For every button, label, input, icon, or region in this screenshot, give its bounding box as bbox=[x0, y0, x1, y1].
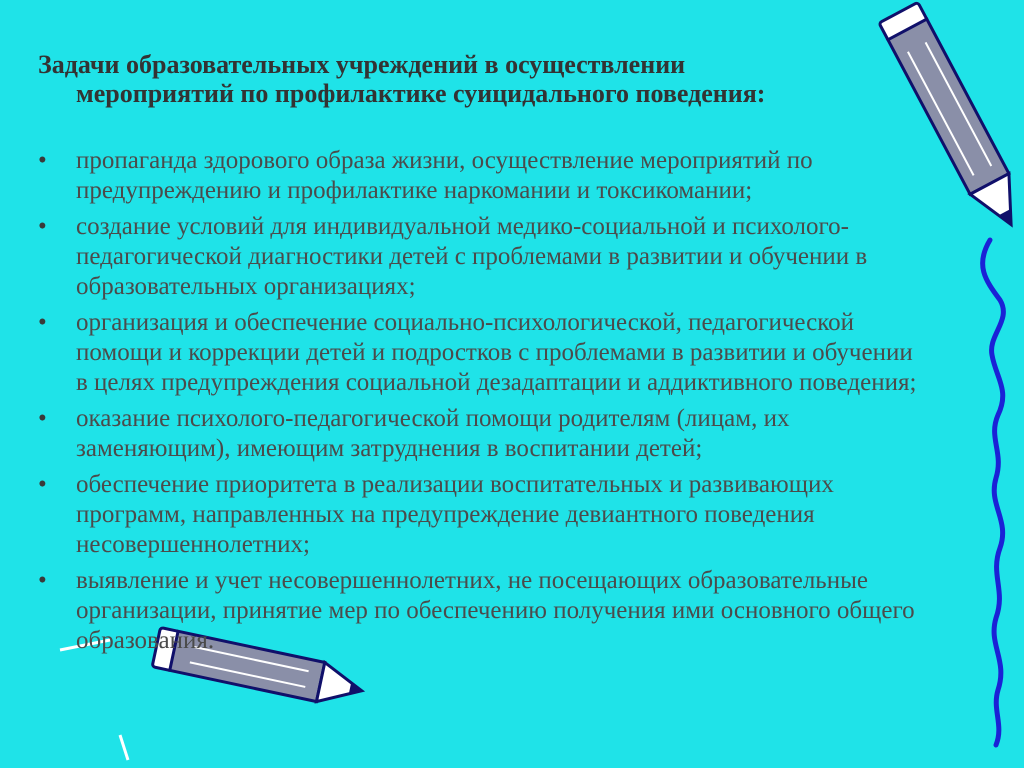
list-item bbox=[38, 146, 928, 206]
list-item-text: пропаганда здорового образа жизни, осуществление мероприятий по предупреждению и профилактике наркомании и токсикомании; bbox=[76, 147, 813, 204]
task-list bbox=[38, 146, 928, 662]
bullet-icon: • bbox=[38, 405, 47, 432]
list-item bbox=[38, 212, 928, 302]
bullet-icon: • bbox=[38, 147, 47, 174]
bullet-icon: • bbox=[38, 567, 47, 594]
list-item-text: организация и обеспечение социально-психологической, педагогической помощи и коррекции детей и подростков с проблемами в развитии и обучении в целях предупреждения социальной дезадаптации и аддиктивного поведения; bbox=[76, 309, 917, 396]
list-item bbox=[38, 308, 928, 398]
wavy-line-decoration bbox=[983, 240, 1004, 745]
list-item bbox=[38, 566, 928, 656]
list-item bbox=[38, 470, 928, 560]
title-line-1: Задачи образовательных учреждений в осуществлении bbox=[38, 50, 686, 79]
list-item bbox=[38, 404, 928, 464]
bullet-icon: • bbox=[38, 309, 47, 336]
bullet-icon: • bbox=[38, 213, 47, 240]
list-item-text: выявление и учет несовершеннолетних, не посещающих образовательные организации, принятие мер по обеспечению получения ими основного общего образования. bbox=[76, 567, 915, 654]
list-item-text: создание условий для индивидуальной медико-социальной и психолого-педагогической диагностики детей с проблемами в развитии и обучении в образовательных организациях; bbox=[76, 213, 868, 300]
bullet-icon: • bbox=[38, 471, 47, 498]
list-item-text: обеспечение приоритета в реализации воспитательных и развивающих программ, направленных на предупреждение девиантного поведения несовершеннолетних; bbox=[76, 471, 834, 558]
list-item-text: оказание психолого-педагогической помощи родителям (лицам, их заменяющим), имеющим затруднения в воспитании детей; bbox=[76, 405, 790, 462]
title-line-2: мероприятий по профилактике суицидального поведения: bbox=[76, 79, 766, 108]
slide-title bbox=[38, 50, 918, 108]
